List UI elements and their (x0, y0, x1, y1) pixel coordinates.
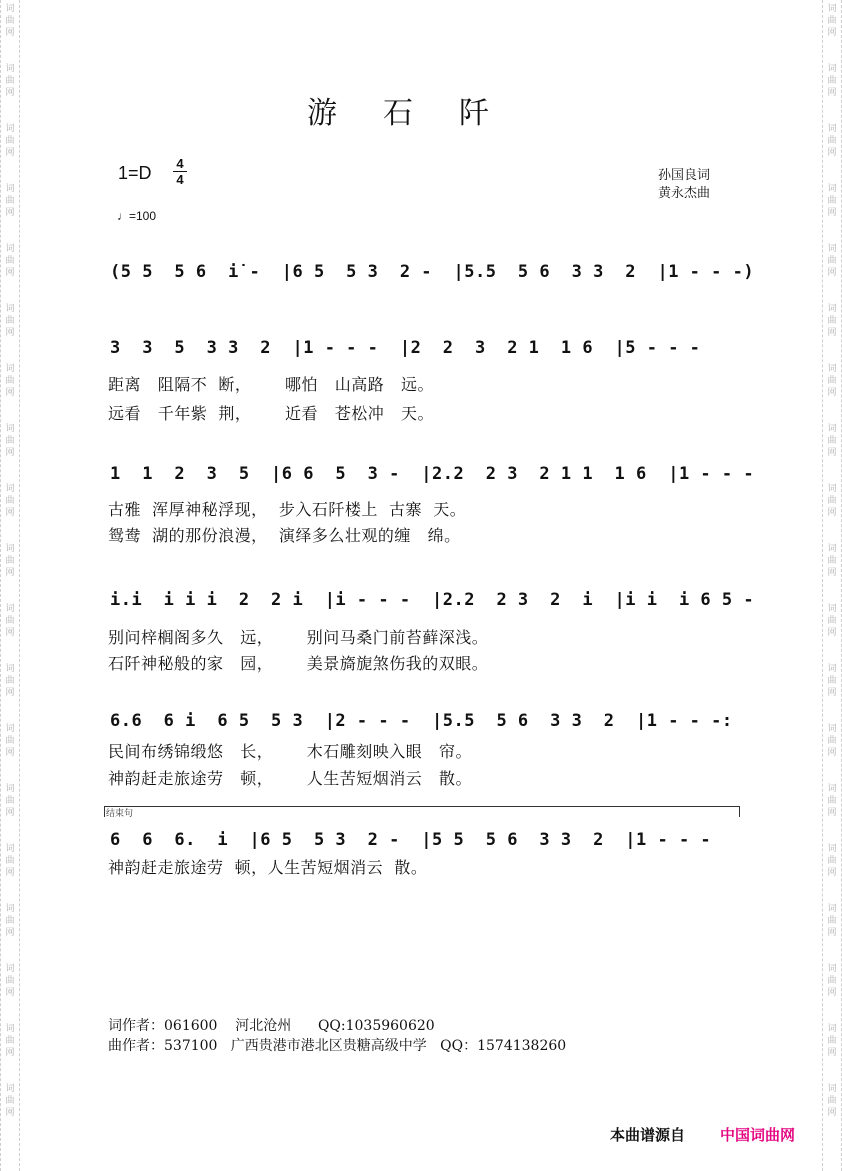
time-signature-top: 4 (176, 156, 184, 171)
watermark-glyph: 词 (827, 184, 837, 194)
system-3-lyric-verse-2: 鸳鸯 湖的那份浪漫， 演绎多么壮观的缠 绵。 (108, 526, 461, 545)
watermark-glyph: 曲 (827, 436, 837, 446)
watermark-glyph: 网 (827, 388, 837, 398)
system-3-lyric-verse-1: 古雅 浑厚神秘浮现， 步入石阡楼上 古寨 天。 (108, 500, 467, 519)
watermark-glyph: 词 (5, 424, 15, 434)
system-2-notes: 3 3 5 3 3 2 |1 - - - |2 2 3 2 1 1 6 |5 - - - (110, 338, 701, 358)
watermark-glyph: 网 (827, 808, 837, 818)
watermark-glyph: 曲 (827, 976, 837, 986)
watermark-glyph: 词 (5, 604, 15, 614)
watermark-glyph: 词 (827, 124, 837, 134)
system-4-notes: i.i i i i 2 2 i |i - - - |2.2 2 3 2 i |i i i 6 5 - (110, 590, 755, 610)
song-title: 游石阡 (307, 96, 535, 131)
watermark-glyph: 曲 (5, 976, 15, 986)
watermark-glyph: 词 (5, 1084, 15, 1094)
watermark-glyph: 网 (827, 88, 837, 98)
watermark-glyph: 网 (5, 868, 15, 878)
system-5-lyric-verse-2: 神韵赶走旅途劳 顿， 人生苦短烟消云 散。 (108, 769, 473, 788)
watermark-glyph: 词 (827, 544, 837, 554)
watermark-glyph: 词 (827, 724, 837, 734)
watermark-glyph: 词 (827, 784, 837, 794)
watermark-glyph: 曲 (5, 676, 15, 686)
watermark-glyph: 网 (827, 328, 837, 338)
watermark-glyph: 曲 (827, 196, 837, 206)
watermark-glyph: 词 (5, 364, 15, 374)
watermark-glyph: 词 (5, 64, 15, 74)
watermark-glyph: 词 (827, 64, 837, 74)
system-4-lyric-verse-2: 石阡神秘般的家 园， 美景旖旎煞伤我的双眼。 (108, 654, 489, 673)
watermark-glyph: 曲 (827, 916, 837, 926)
watermark-glyph: 词 (5, 784, 15, 794)
watermark-glyph: 曲 (5, 196, 15, 206)
watermark-glyph: 网 (5, 388, 15, 398)
watermark-glyph: 网 (5, 628, 15, 638)
watermark-glyph: 网 (827, 928, 837, 938)
system-2-lyric-verse-1: 距离 阻隔不 断， 哪怕 山高路 远。 (108, 375, 434, 394)
tempo-marking: ♩=100 (117, 209, 157, 223)
system-4-lyric-verse-1: 别问梓榈阁多久 远， 别问马桑门前苔藓深浅。 (108, 628, 489, 647)
left-watermark-strip (0, 0, 20, 1171)
watermark-glyph: 曲 (5, 496, 15, 506)
watermark-glyph: 网 (5, 328, 15, 338)
composer-credit: 黄永杰曲 (658, 186, 711, 201)
watermark-glyph: 曲 (5, 856, 15, 866)
watermark-glyph: 曲 (827, 1096, 837, 1106)
watermark-glyph: 网 (827, 508, 837, 518)
lyricist-contact: 词作者：061600 河北沧州 QQ:1035960620 (108, 1018, 435, 1034)
watermark-glyph: 曲 (827, 76, 837, 86)
watermark-glyph: 曲 (827, 16, 837, 26)
watermark-glyph: 词 (827, 1024, 837, 1034)
watermark-glyph: 曲 (5, 76, 15, 86)
watermark-glyph: 词 (827, 364, 837, 374)
watermark-glyph: 曲 (5, 556, 15, 566)
watermark-glyph: 网 (5, 208, 15, 218)
watermark-glyph: 网 (827, 628, 837, 638)
watermark-glyph: 曲 (827, 676, 837, 686)
time-signature-bottom: 4 (176, 172, 184, 187)
watermark-glyph: 曲 (827, 316, 837, 326)
watermark-glyph: 曲 (5, 1036, 15, 1046)
source-label: 本曲谱源自 (610, 1126, 686, 1144)
watermark-glyph: 网 (827, 1048, 837, 1058)
watermark-glyph: 词 (827, 1084, 837, 1094)
system-6-notes: 6 6 6. i |6 5 5 3 2 - |5 5 5 6 3 3 2 |1 - - - (110, 830, 712, 850)
watermark-glyph: 网 (827, 868, 837, 878)
ending-label: 结束句 (106, 809, 134, 819)
watermark-glyph: 曲 (827, 796, 837, 806)
watermark-glyph: 词 (827, 904, 837, 914)
watermark-glyph: 网 (827, 988, 837, 998)
watermark-glyph: 网 (5, 808, 15, 818)
watermark-glyph: 词 (5, 184, 15, 194)
watermark-glyph: 曲 (5, 16, 15, 26)
watermark-glyph: 曲 (5, 616, 15, 626)
watermark-glyph: 词 (5, 904, 15, 914)
watermark-glyph: 曲 (827, 556, 837, 566)
watermark-glyph: 网 (827, 688, 837, 698)
right-watermark-strip (822, 0, 842, 1171)
watermark-glyph: 网 (5, 568, 15, 578)
watermark-glyph: 词 (5, 724, 15, 734)
watermark-glyph: 曲 (5, 1096, 15, 1106)
watermark-glyph: 网 (827, 568, 837, 578)
watermark-glyph: 词 (5, 664, 15, 674)
watermark-glyph: 曲 (5, 136, 15, 146)
watermark-glyph: 词 (827, 964, 837, 974)
system-5-lyric-verse-1: 民间布绣锦缎悠 长， 木石雕刻映入眼 帘。 (108, 742, 473, 761)
watermark-glyph: 曲 (827, 616, 837, 626)
watermark-glyph: 曲 (5, 736, 15, 746)
watermark-glyph: 词 (5, 844, 15, 854)
ending-bracket (104, 806, 740, 817)
watermark-glyph: 词 (5, 964, 15, 974)
watermark-glyph: 曲 (5, 376, 15, 386)
watermark-glyph: 词 (5, 304, 15, 314)
watermark-glyph: 词 (5, 244, 15, 254)
watermark-glyph: 网 (827, 448, 837, 458)
watermark-glyph: 词 (827, 304, 837, 314)
watermark-glyph: 网 (5, 1048, 15, 1058)
watermark-glyph: 网 (827, 748, 837, 758)
watermark-glyph: 词 (5, 484, 15, 494)
watermark-glyph: 网 (5, 1108, 15, 1118)
watermark-glyph: 网 (5, 88, 15, 98)
watermark-glyph: 曲 (827, 496, 837, 506)
system-6-lyric: 神韵赶走旅途劳 顿，人生苦短烟消云 散。 (108, 858, 428, 877)
watermark-glyph: 曲 (5, 916, 15, 926)
watermark-glyph: 网 (5, 268, 15, 278)
watermark-glyph: 词 (827, 424, 837, 434)
watermark-glyph: 曲 (827, 736, 837, 746)
watermark-glyph: 网 (5, 928, 15, 938)
watermark-glyph: 词 (827, 484, 837, 494)
watermark-glyph: 曲 (827, 1036, 837, 1046)
composer-contact: 曲作者：537100 广西贵港市港北区贵糖高级中学 QQ：1574138260 (108, 1038, 567, 1054)
time-signature (172, 156, 188, 187)
watermark-glyph: 词 (5, 124, 15, 134)
watermark-glyph: 网 (827, 268, 837, 278)
system-1-notes: (5 5 5 6 i̇ - |6 5 5 3 2 - |5.5 5 6 3 3 2 |1 - - -) (110, 262, 755, 282)
watermark-glyph: 网 (5, 448, 15, 458)
watermark-glyph: 网 (5, 28, 15, 38)
watermark-glyph: 词 (5, 1024, 15, 1034)
watermark-glyph: 词 (5, 544, 15, 554)
watermark-glyph: 曲 (827, 136, 837, 146)
watermark-glyph: 词 (827, 604, 837, 614)
watermark-glyph: 词 (827, 664, 837, 674)
system-5-notes: 6.6 6 i 6 5 5 3 |2 - - - |5.5 5 6 3 3 2 |1 - - -: (110, 711, 733, 731)
lyricist-credit: 孙国良词 (658, 168, 711, 183)
system-3-notes: 1 1 2 3 5 |6 6 5 3 - |2.2 2 3 2 1 1 1 6 |1 - - - (110, 464, 755, 484)
source-site-link[interactable]: 中国词曲网 (720, 1126, 796, 1144)
system-2-lyric-verse-2: 远看 千年紫 荆， 近看 苍松冲 天。 (108, 404, 434, 423)
watermark-glyph: 曲 (5, 256, 15, 266)
watermark-glyph: 词 (5, 4, 15, 14)
watermark-glyph: 网 (5, 988, 15, 998)
watermark-glyph: 网 (5, 748, 15, 758)
watermark-glyph: 网 (827, 28, 837, 38)
watermark-glyph: 曲 (827, 256, 837, 266)
watermark-glyph: 网 (5, 148, 15, 158)
watermark-glyph: 词 (827, 244, 837, 254)
watermark-glyph: 曲 (827, 376, 837, 386)
watermark-glyph: 网 (5, 508, 15, 518)
watermark-glyph: 曲 (5, 316, 15, 326)
watermark-glyph: 曲 (827, 856, 837, 866)
watermark-glyph: 词 (827, 4, 837, 14)
watermark-glyph: 曲 (5, 436, 15, 446)
key-signature: 1=D (118, 163, 152, 183)
watermark-glyph: 网 (827, 1108, 837, 1118)
watermark-glyph: 网 (5, 688, 15, 698)
watermark-glyph: 网 (827, 148, 837, 158)
watermark-glyph: 网 (827, 208, 837, 218)
watermark-glyph: 词 (827, 844, 837, 854)
watermark-glyph: 曲 (5, 796, 15, 806)
